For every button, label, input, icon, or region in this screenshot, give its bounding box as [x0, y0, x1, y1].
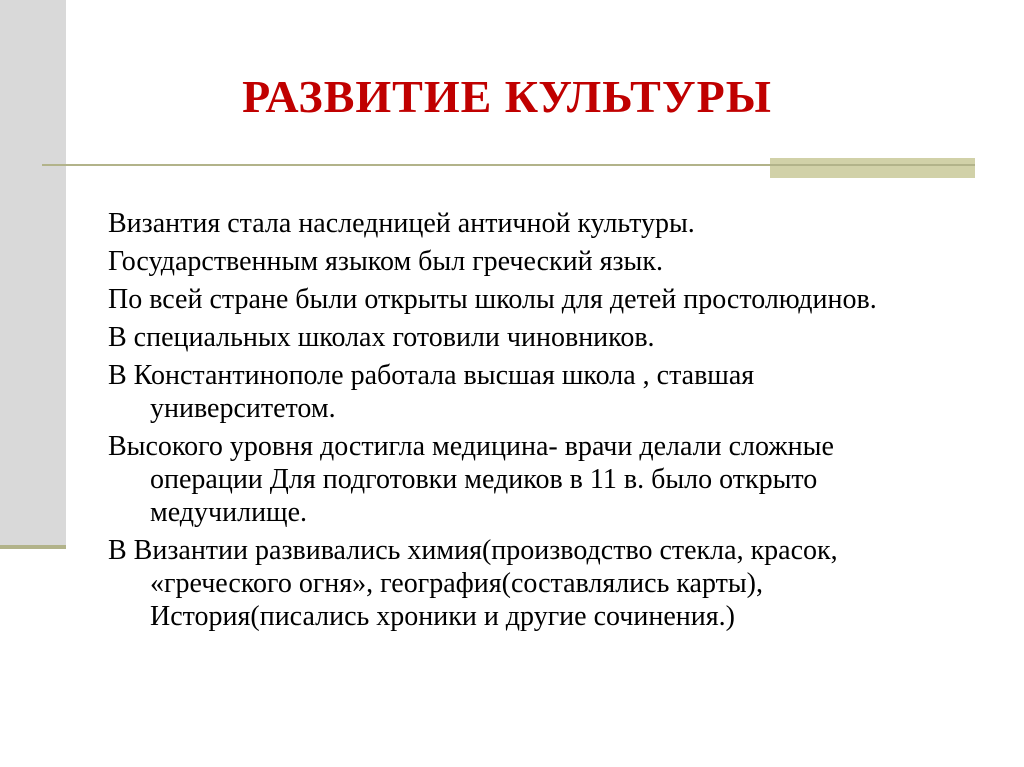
title-divider-line — [42, 164, 772, 166]
bullet-item: По всей стране были открыты школы для детей простолюдинов. — [108, 284, 877, 315]
bullet-item: В Византии развивались химия(производство стекла, красок, «греческого огня», география(составлялись карты), История(писались хроники и другие сочинения.) — [108, 535, 838, 632]
bullet-item: Государственным языком был греческий язык. — [108, 246, 663, 277]
bullet-item: Византия стала наследницей античной культуры. — [108, 208, 695, 239]
side-bar-decoration — [0, 0, 66, 545]
bullet-item: В Константинополе работала высшая школа , ставшая университетом. — [108, 360, 755, 424]
slide-title: РАЗВИТИЕ КУЛЬТУРЫ — [242, 71, 772, 122]
title-divider-accent-line — [770, 164, 975, 166]
bullet-list — [108, 207, 928, 638]
bullet-item: В специальных школах готовили чиновников. — [108, 322, 655, 353]
bullet-item: Высокого уровня достигла медицина- врачи делали сложные операции Для подготовки медиков в 11 в. было открыто медучилище. — [108, 431, 834, 528]
title-divider-accent — [770, 158, 975, 178]
side-bar-bottom-line — [0, 545, 66, 549]
